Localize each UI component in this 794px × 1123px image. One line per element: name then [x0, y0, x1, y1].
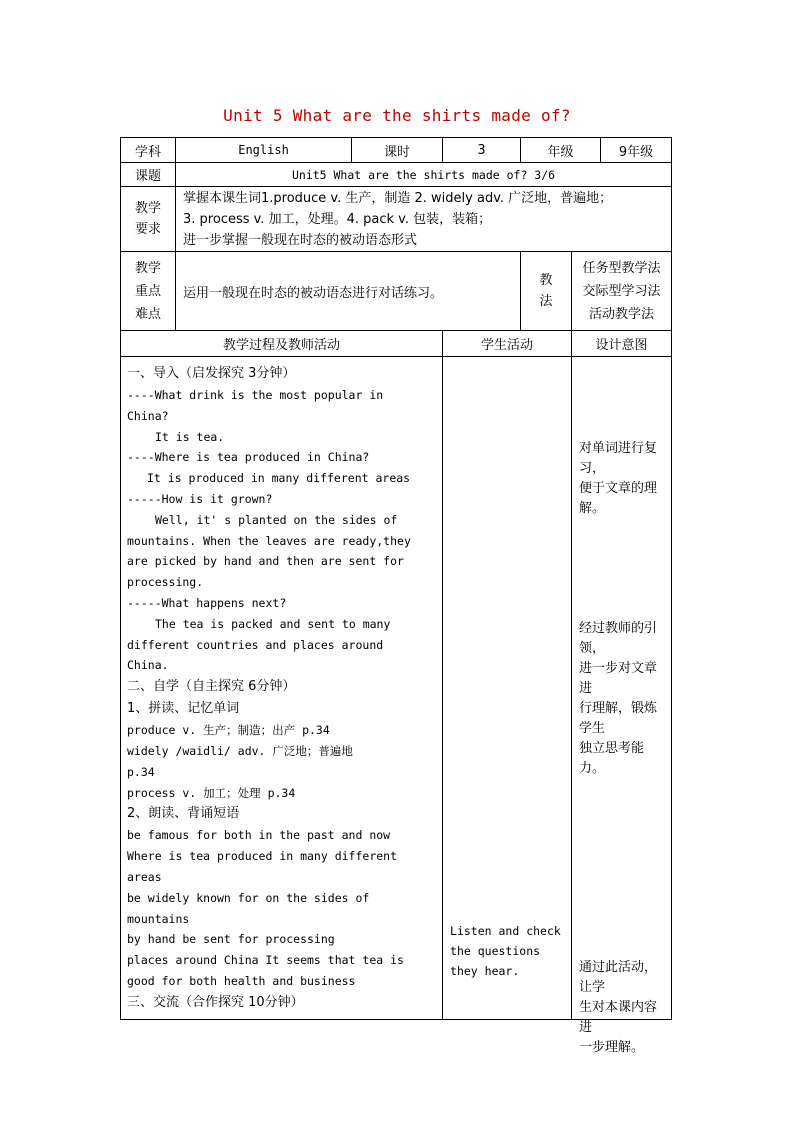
phrase-line: mountains: [127, 911, 190, 926]
design-note-1: 便于文章的理解。: [579, 481, 658, 516]
method-2: 交际型学习法: [582, 283, 661, 299]
design-note-2: 独立思考能力。: [579, 741, 645, 776]
dialog-line: -----What happens next?: [127, 595, 287, 610]
key-points-row: [121, 252, 672, 331]
info-row: [121, 138, 672, 163]
period-label: 课时: [352, 138, 443, 163]
phrase-line: good for both health and business: [127, 973, 356, 988]
vocab-line: produce v. 生产；制造；出产 p.34: [127, 723, 330, 738]
header-process: 教学过程及教师活动: [121, 331, 443, 357]
phrase-line: by hand be sent for processing: [127, 932, 335, 947]
header-design: 设计意图: [572, 331, 672, 357]
topic-row: [121, 163, 672, 187]
vocab-line: widely /waidli/ adv. 广泛地；普遍地: [127, 743, 353, 758]
vocab-line: p.34: [127, 764, 155, 779]
goals-line-3: 进一步掌握一般现在时态的被动语态形式: [183, 232, 418, 248]
design-note-2: 经过教师的引领，: [579, 621, 658, 656]
subject-value: English: [176, 138, 352, 163]
section-2-heading: 二、自学（自主探究 6分钟）: [127, 679, 296, 695]
design-note-1: 对单词进行复习，: [579, 441, 658, 476]
goals-label-2: 要求: [134, 222, 161, 237]
dialog-line: The tea is packed and sent to many: [155, 616, 391, 631]
goals-row: [121, 187, 672, 252]
phrase-line: be widely known for on the sides of: [127, 890, 370, 905]
method-1: 任务型教学法: [582, 260, 661, 276]
goals-label-1: 教学: [134, 201, 161, 216]
page-title: Unit 5 What are the shirts made of?: [223, 106, 571, 125]
grade-value: 9年级: [601, 138, 672, 163]
goals-line-2: 3. process v. 加工，处理。4. pack v. 包装，装箱；: [183, 211, 492, 227]
dialog-line: mountains. When the leaves are ready,they: [127, 533, 411, 548]
dialog-line: China.: [127, 658, 169, 673]
header-student: 学生活动: [443, 331, 572, 357]
student-line-1: Listen and check: [450, 924, 561, 938]
process-cell: [121, 357, 443, 1020]
dialog-line: ----Where is tea produced in China?: [127, 450, 370, 465]
process-row: [121, 357, 672, 1020]
goals-line-1: 掌握本课生词1.produce v. 生产，制造 2. widely adv. 广泛地，普遍地；: [183, 190, 613, 206]
section-3-heading: 三、交流（合作探究 10分钟）: [127, 994, 304, 1010]
student-line-3: they hear.: [450, 964, 520, 978]
student-line-2: the questions: [450, 944, 541, 958]
vocab-line: process v. 加工；处理 p.34: [127, 785, 296, 800]
period-value: 3: [443, 138, 521, 163]
dialog-line: China?: [127, 408, 169, 423]
topic-label: 课题: [121, 163, 176, 187]
design-note-2: 进一步对文章进: [579, 661, 658, 696]
dialog-line: It is tea.: [155, 429, 225, 444]
method-label-1: 教: [539, 273, 553, 288]
student-activity-cell: [443, 357, 572, 1020]
method-3: 活动教学法: [589, 306, 655, 322]
dialog-line: ----What drink is the most popular in: [127, 388, 384, 402]
method-label-2: 法: [539, 294, 553, 309]
topic-value: Unit5 What are the shirts made of? 3/6: [176, 163, 672, 187]
subsection-phrases-heading: 2、朗读、背诵短语: [127, 806, 240, 822]
key-label-2: 重点: [134, 283, 161, 299]
design-note-2: 行理解，锻炼学生: [579, 701, 658, 736]
dialog-line: processing.: [127, 575, 204, 590]
header-row: [121, 331, 672, 357]
dialog-line: -----How is it grown?: [127, 491, 273, 506]
lesson-plan-table: [120, 137, 672, 1055]
phrase-line: Where is tea produced in many different: [127, 849, 398, 864]
phrase-line: areas: [127, 869, 162, 884]
dialog-line: Well, it' s planted on the sides of: [155, 512, 398, 527]
dialog-line: It is produced in many different areas: [147, 471, 411, 486]
design-intent-cell: [572, 357, 672, 1055]
dialog-line: are picked by hand and then are sent for: [127, 554, 404, 569]
key-label-1: 教学: [134, 260, 161, 276]
section-1-heading: 一、导入（启发探究 3分钟）: [127, 366, 296, 381]
phrase-line: places around China It seems that tea is: [127, 953, 404, 968]
key-points-text: 运用一般现在时态的被动语态进行对话练习。: [176, 252, 521, 331]
design-note-3: 通过此活动，让学: [579, 960, 658, 995]
phrase-line: be famous for both in the past and now: [127, 828, 391, 843]
key-label-3: 难点: [134, 306, 161, 322]
subject-label: 学科: [121, 138, 176, 163]
design-note-3: 生对本课内容进: [579, 1000, 658, 1035]
dialog-line: different countries and places around: [127, 637, 384, 652]
design-note-3: 一步理解。: [579, 1040, 645, 1055]
grade-label: 年级: [521, 138, 601, 163]
subsection-words-heading: 1、拼读、记忆单词: [127, 701, 240, 717]
